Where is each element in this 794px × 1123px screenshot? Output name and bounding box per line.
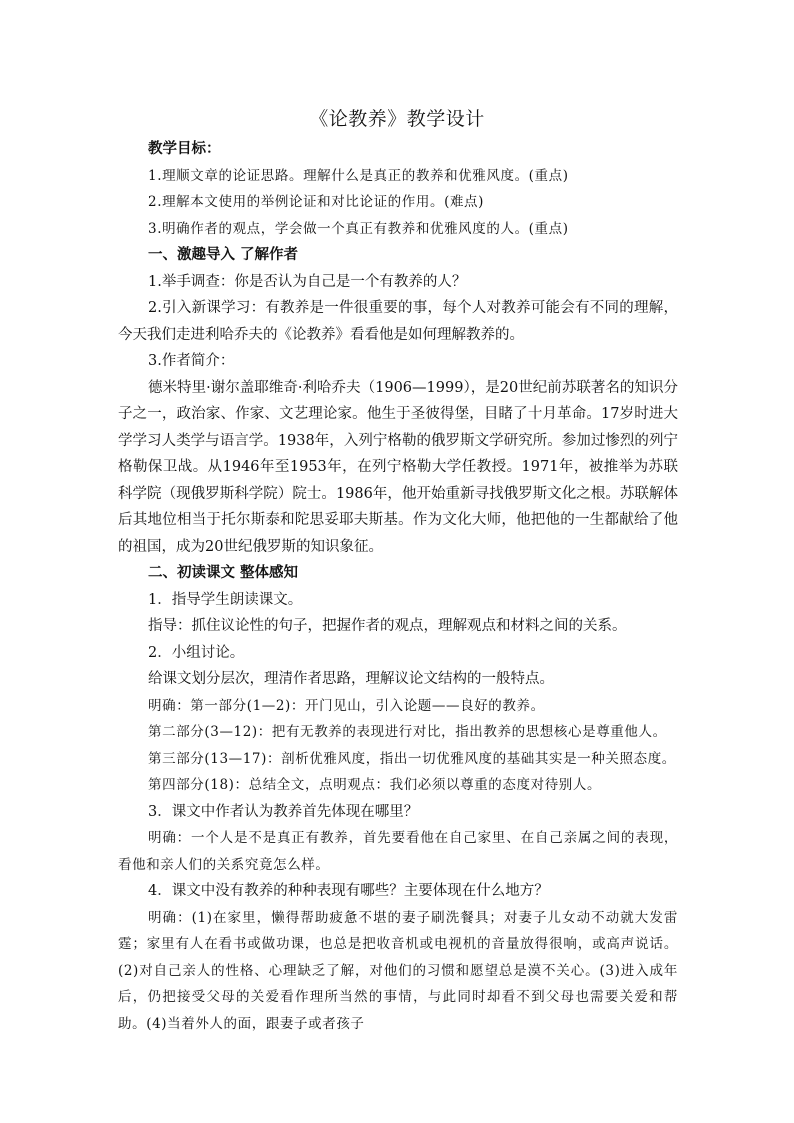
paragraph: 1．指导学生朗读课文。 bbox=[148, 591, 303, 608]
goal-item: 2.理解本文使用的举例论证和对比论证的作用。(难点) bbox=[148, 194, 485, 210]
paragraph: 第二部分(3—12)：把有无教养的表现进行对比，指出教养的思想核心是尊重他人。 bbox=[148, 724, 667, 740]
document-title: 《论教养》教学设计 bbox=[309, 108, 485, 130]
paragraph: 2．小组讨论。 bbox=[148, 644, 245, 661]
goals-heading: 教学目标： bbox=[148, 140, 221, 157]
paragraph: 1.举手调查：你是否认为自己是一个有教养的人？ bbox=[148, 273, 467, 290]
paragraph: 第四部分(18)：总结全文，点明观点：我们必须以尊重的态度对待别人。 bbox=[148, 777, 602, 793]
paragraph: 明确：一个人是不是真正有教养，首先要看他在自己家里、在自己亲属之间的表现，看他和亲人们的关系究竟怎么样。 bbox=[118, 830, 678, 873]
paragraph: 3．课文中作者认为教养首先体现在哪里？ bbox=[148, 803, 419, 820]
paragraph: 第三部分(13—17)：剖析优雅风度，指出一切优雅风度的基础其实是一种关照态度。 bbox=[148, 750, 676, 767]
section-heading: 二、初读课文 整体感知 bbox=[148, 564, 299, 581]
paragraph: 明确：(1)在家里，懒得帮助疲惫不堪的妻子刷洗餐具；对妻子儿女动不动就大发雷霆；家里有人在看书或做功课，也总是把收音机或电视机的音量放得很响，或高声说话。(2)对自己亲人的性格、心理缺乏了解，对他们的习惯和愿望总是漠不关心。(3)进入成年后，仍把接受父母的关爱看作理所当然的事情，与此同时却看不到父母也需要关爱和帮助。(4)当着外人的面，跟妻子或者孩子 bbox=[118, 909, 678, 1032]
paragraph: 指导：抓住议论性的句子，把握作者的观点，理解观点和材料之间的关系。 bbox=[148, 618, 627, 634]
paragraph: 明确：第一部分(1—2)：开门见山，引入论题——良好的教养。 bbox=[148, 697, 545, 714]
section-heading: 一、激趣导入 了解作者 bbox=[148, 246, 299, 263]
document-body bbox=[118, 136, 678, 1037]
paragraph: 3.作者简介： bbox=[148, 353, 235, 369]
goal-item: 3.明确作者的观点，学会做一个真正有教养和优雅风度的人。(重点) bbox=[148, 220, 569, 237]
paragraph: 给课文划分层次，理清作者思路，理解议论文结构的一般特点。 bbox=[148, 671, 554, 687]
goal-item: 1.理顺文章的论证思路。理解什么是真正的教养和优雅风度。(重点) bbox=[148, 167, 569, 184]
paragraph: 4．课文中没有教养的种种表现有哪些？主要体现在什么地方？ bbox=[148, 883, 549, 899]
paragraph: 2.引入新课学习：有教养是一件很重要的事，每个人对教养可能会有不同的理解，今天我们走进利哈乔夫的《论教养》看看他是如何理解教养的。 bbox=[118, 300, 678, 343]
author-bio: 德米特里·谢尔盖耶维奇·利哈乔夫（1906—1999），是20世纪前苏联著名的知识分子之一，政治家、作家、文艺理论家。他生于圣彼得堡，目睹了十月革命。17岁时进大学学习人类学与语言学。1938年，入列宁格勒的俄罗斯文学研究所。参加过惨烈的列宁格勒保卫战。从1946年至1953年，在列宁格勒大学任教授。1971年，被推举为苏联科学院（现俄罗斯科学院）院士。1986年，他开始重新寻找俄罗斯文化之根。苏联解体后其地位相当于托尔斯泰和陀思妥耶夫斯基。作为文化大师，他把他的一生都献给了他的祖国，成为20世纪俄罗斯的知识象征。 bbox=[118, 379, 678, 555]
